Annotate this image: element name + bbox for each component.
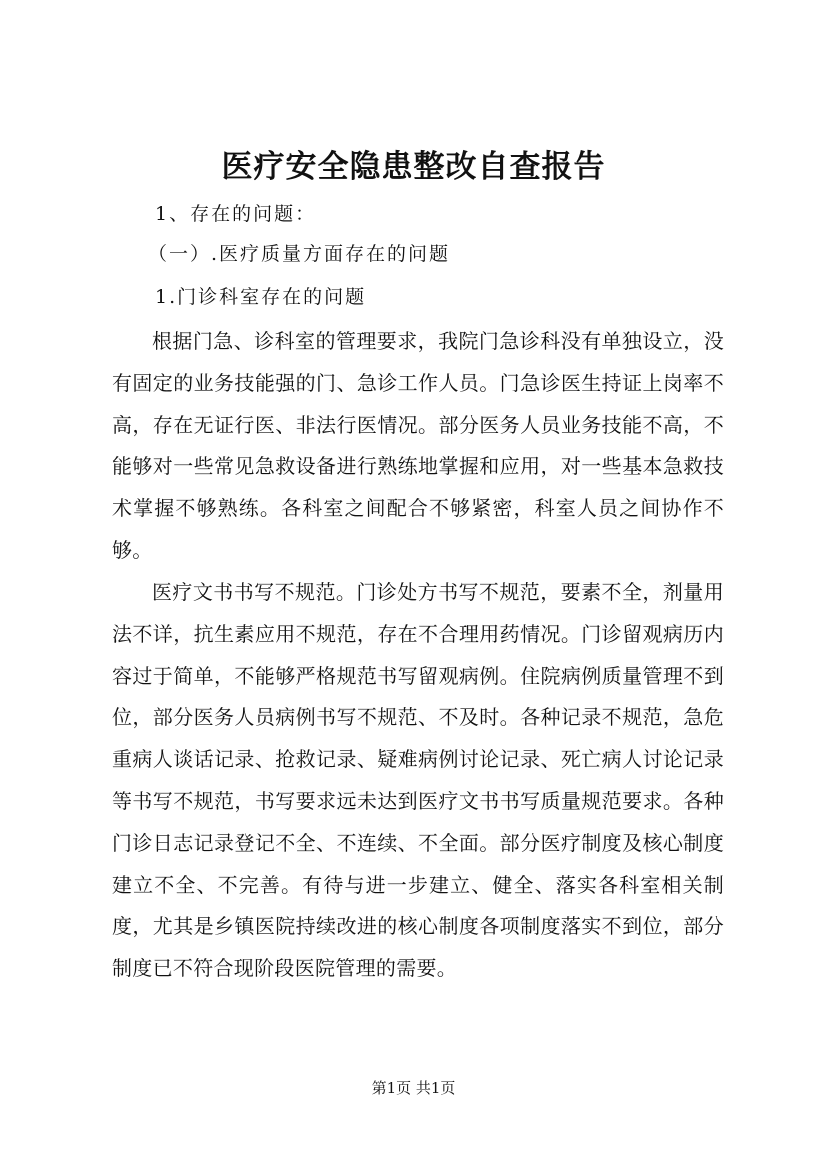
body-paragraph-2: 医疗文书书写不规范。门诊处方书写不规范，要素不全，剂量用法不详，抗生素应用不规范，存在不合理用药情况。门诊留观病历内容过于简单，不能够严格规范书写留观病例。住院病例质量管理不到位，部分医务人员病例书写不规范、不及时。各种记录不规范，急危重病人谈话记录、抢救记录、疑难病例讨论记录、死亡病人讨论记录等书写不规范，书写要求远未达到医疗文书书写质量规范要求。各种门诊日志记录登记不全、不连续、不全面。部分医疗制度及核心制度建立不全、不完善。有待与进一步建立、健全、落实各科室相关制度，尤其是乡镇医院持续改进的核心制度各项制度落实不到位，部分制度已不符合现阶段医院管理的需要。 [112, 580, 724, 981]
item-heading: 1.门诊科室存在的问题 [155, 286, 367, 308]
page-number-footer: 第1页 共1页 [371, 1079, 456, 1097]
subsection-heading: （一）.医疗质量方面存在的问题 [148, 243, 451, 265]
section-heading: 1、存在的问题： [155, 203, 317, 225]
body-paragraph-1: 根据门急、诊科室的管理要求，我院门急诊科没有单独设立，没有固定的业务技能强的门、急诊工作人员。门急诊医生持证上岗率不高，存在无证行医、非法行医情况。部分医务人员业务技能不高，不能够对一些常见急救设备进行熟练地掌握和应用，对一些基本急救技术掌握不够熟练。各科室之间配合不够紧密，科室人员之间协作不够。 [112, 329, 724, 562]
document-title: 医疗安全隐患整改自查报告 [221, 149, 606, 185]
